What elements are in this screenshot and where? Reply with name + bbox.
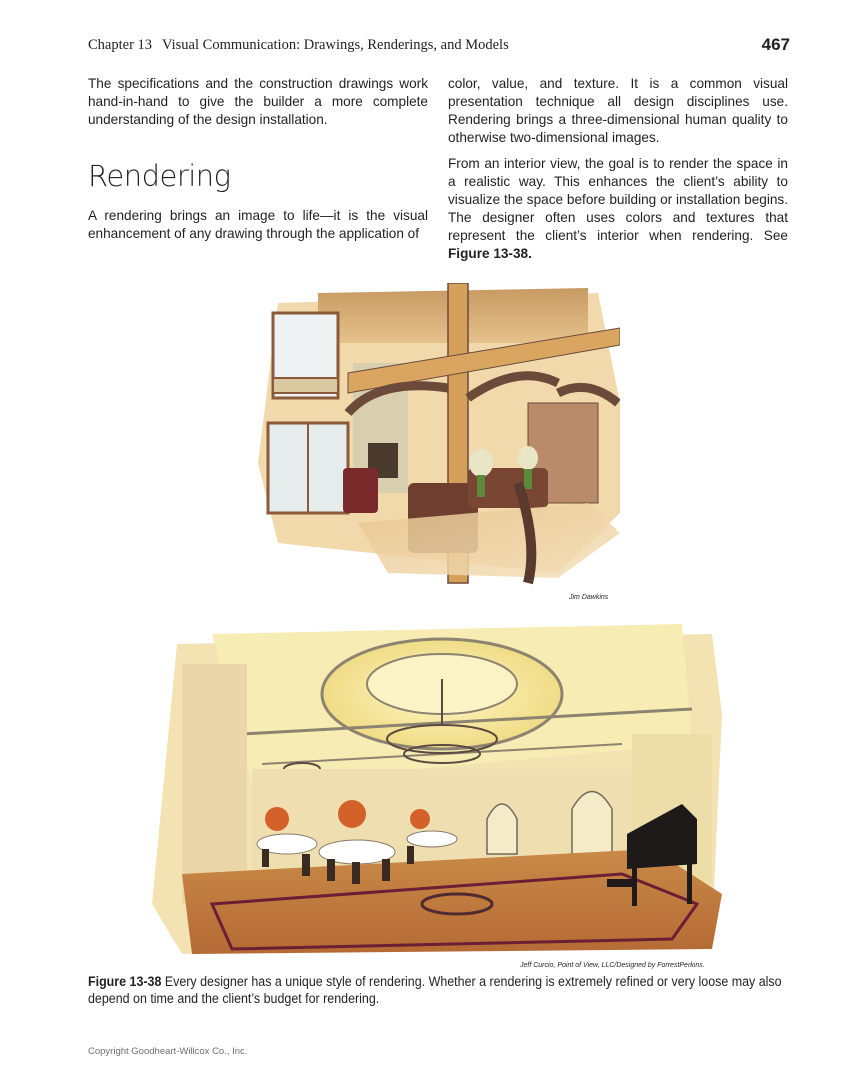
caption-text: Every designer has a unique style of rendering. Whether a rendering is extremely refined or very loose may also depend on time and the client’s budget for rendering. — [88, 974, 782, 1006]
body-paragraph: A rendering brings an image to life—it is the visual enhancement of any drawing through the application of — [88, 208, 428, 241]
left-column — [88, 75, 428, 251]
body-paragraph: The specifications and the construction drawings work hand-in-hand to give the builder a more complete understanding of the design installation. — [88, 76, 428, 127]
running-head — [88, 35, 790, 57]
image-credit: Jeff Curcio, Point of View, LLC/Designed by ForrestPerkins. — [520, 962, 705, 969]
page-number: 467 — [761, 35, 790, 54]
figure-reference: Figure 13-38. — [448, 246, 532, 261]
body-paragraph: color, value, and texture. It is a common visual presentation technique all design disciplines use. Rendering brings a three-dimensional human quality to otherwise two-dimensional images. — [448, 76, 788, 145]
figure-label: Figure 13-38 — [88, 974, 162, 989]
image-credit: Jim Dawkins — [569, 594, 609, 601]
figure-image-great-room — [258, 283, 620, 588]
chapter-label: Chapter 13 — [88, 37, 153, 53]
copyright-footer: Copyright Goodheart-Willcox Co., Inc. — [88, 1046, 248, 1057]
figure-caption — [88, 973, 787, 1007]
chapter-heading — [88, 37, 509, 54]
body-paragraph — [448, 155, 788, 263]
right-column — [448, 75, 788, 271]
section-heading: Rendering — [88, 159, 231, 193]
body-text: From an interior view, the goal is to render the space in a realistic way. This enhances the client’s ability to visualize the space before building or installation begins. The designer often uses colors and textures that represent the client’s interior when rendering. See — [448, 156, 788, 243]
chapter-title: Visual Communication: Drawings, Renderings, and Models — [162, 37, 509, 53]
figure-image-ballroom — [152, 604, 722, 960]
